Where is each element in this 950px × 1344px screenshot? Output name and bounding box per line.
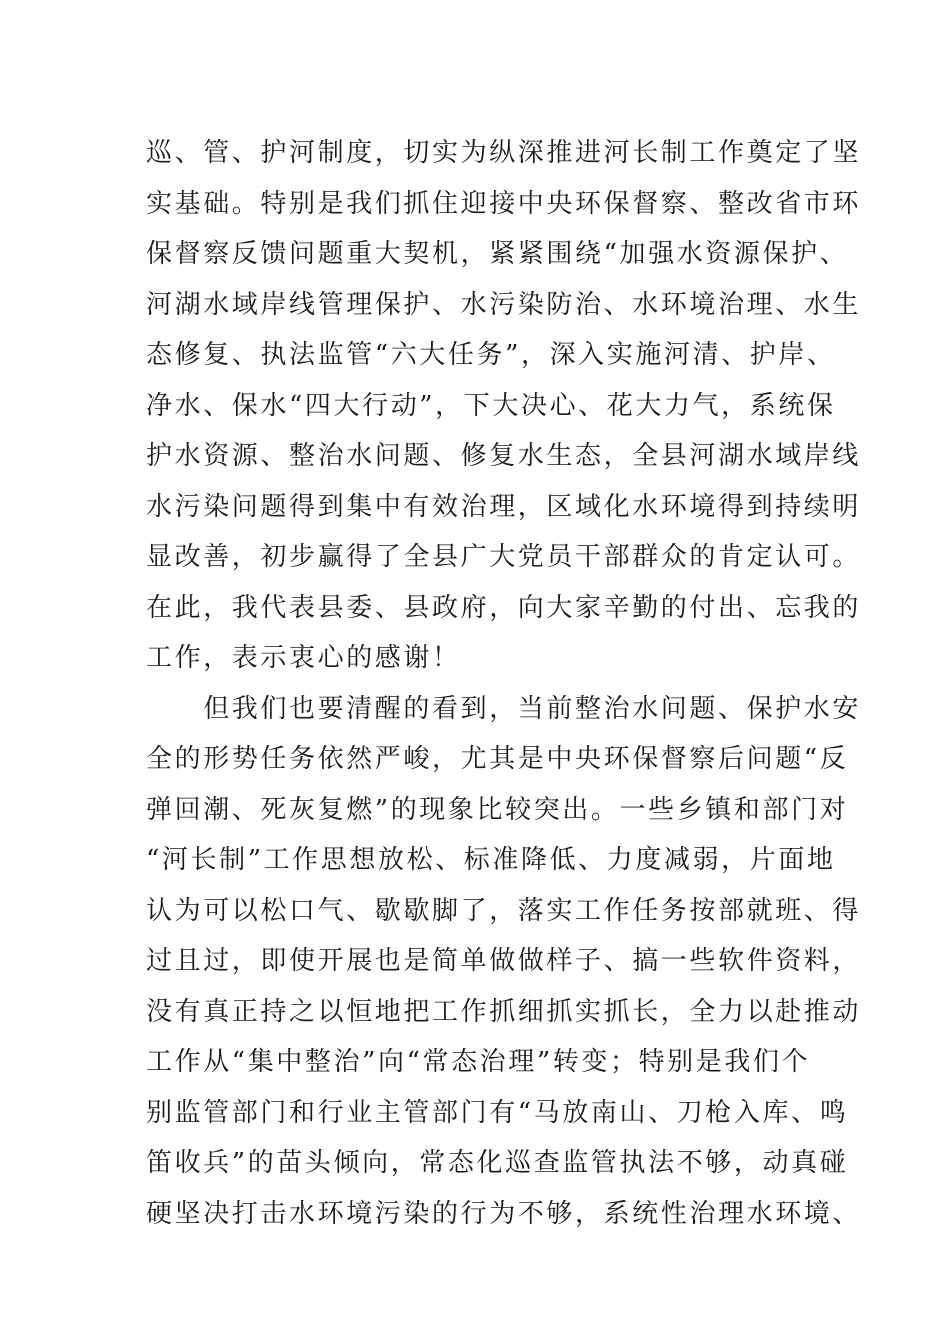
text-line: 弹回潮、死灰复燃”的现象比较突出。一些乡镇和部门对: [146, 794, 849, 825]
text-line: 过且过，即使开展也是简单做做样子、搞一些软件资料，: [146, 946, 862, 976]
text-line: 认为可以松口气、歇歇脚了，落实工作任务按部就班、得: [146, 895, 862, 926]
text-line: “河长制”工作思想放松、标准降低、力度减弱，片面地: [146, 845, 836, 875]
text-line: 硬坚决打击水环境污染的行为不够，系统性治理水环境、: [146, 1198, 862, 1229]
text-line: 护水资源、整治水问题、修复水生态，全县河湖水域岸线: [146, 441, 862, 471]
text-line: 显改善，初步赢得了全县广大党员干部群众的肯定认可。: [146, 542, 862, 572]
paragraph-start-line: 但我们也要清醒的看到，当前整治水问题、保护水安: [146, 693, 862, 724]
text-line: 工作，表示衷心的感谢！: [146, 643, 461, 673]
text-line: 笛收兵”的苗头倾向，常态化巡查监管执法不够，动真碰: [146, 1148, 849, 1178]
text-line: 净水、保水“四大行动”，下大决心、花大力气，系统保: [146, 390, 836, 421]
text-line: 在此，我代表县委、县政府，向大家辛勤的付出、忘我的: [146, 592, 862, 623]
text-line: 态修复、执法监管“六大任务”，深入实施河清、护岸、: [146, 340, 836, 370]
text-line: 没有真正持之以恒地把工作抓细抓实抓长，全力以赴推动: [146, 996, 862, 1027]
text-line: 实基础。特别是我们抓住迎接中央环保督察、整改省市环: [146, 188, 862, 219]
text-line: 全的形势任务依然严峻，尤其是中央环保督察后问题“反: [146, 744, 849, 774]
text-line: 别监管部门和行业主管部门有“马放南山、刀枪入库、鸣: [146, 1097, 849, 1128]
text-line: 巡、管、护河制度，切实为纵深推进河长制工作奠定了坚: [146, 138, 862, 168]
text-line: 水污染问题得到集中有效治理，区域化水环境得到持续明: [146, 491, 862, 522]
body-text: [146, 128, 862, 1239]
text-line: 保督察反馈问题重大契机，紧紧围绕“加强水资源保护、: [146, 239, 849, 269]
text-line: 河湖水域岸线管理保护、水污染防治、水环境治理、水生: [146, 289, 862, 320]
text-line: 工作从“集中整治”向“常态治理”转变；特别是我们个: [146, 1047, 811, 1077]
